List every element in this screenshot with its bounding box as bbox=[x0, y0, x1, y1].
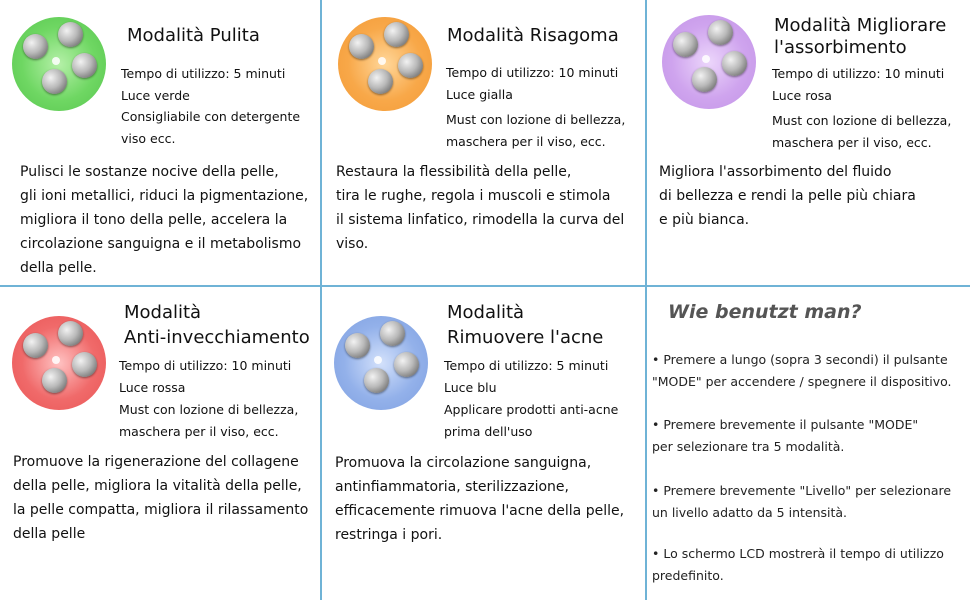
mode-description: Restaura la flessibilità della pelle, tira le rughe, regola i muscoli e stimola il sistema linfatico, rimodella la curva del viso. bbox=[336, 164, 625, 252]
divider-vertical bbox=[320, 0, 322, 600]
mode-title: Modalità Migliorare l'assorbimento bbox=[774, 15, 947, 58]
red-led-device-icon bbox=[12, 316, 106, 410]
howto-step: • Premere a lungo (sopra 3 secondi) il pulsante "MODE" per accendere / spegnere il dispositivo. bbox=[652, 352, 952, 389]
mode-description: Pulisci le sostanze nocive della pelle, gli ioni metallici, riduci la pigmentazione, migliora il tono della pelle, accelera la circolazione sanguigna e il metabolismo della pelle. bbox=[20, 164, 309, 276]
orange-led-device-icon bbox=[338, 17, 432, 111]
blue-led-device-icon bbox=[334, 316, 428, 410]
divider-horizontal bbox=[0, 285, 970, 287]
mode-description: Migliora l'assorbimento del fluido di bellezza e rendi la pelle più chiara e più bianca. bbox=[659, 164, 916, 228]
howto-step: • Premere brevemente "Livello" per selezionare un livello adatto da 5 intensità. bbox=[652, 483, 952, 520]
howto-title: Wie benutzt man? bbox=[668, 301, 862, 323]
divider-vertical bbox=[645, 0, 647, 600]
mode-title: Modalità Pulita bbox=[127, 25, 260, 46]
mode-title: Modalità Rimuovere l'acne bbox=[447, 302, 604, 348]
mode-description: Promuove la rigenerazione del collagene della pelle, migliora la vitalità della pelle, la pelle compatta, migliora il rilassamento della pelle bbox=[13, 454, 309, 542]
mode-description: Promuova la circolazione sanguigna, antinfiammatoria, sterilizzazione, efficacemente rimuova l'acne della pelle, restringa i pori. bbox=[335, 455, 625, 543]
purple-led-device-icon bbox=[662, 15, 756, 109]
mode-title: Modalità Risagoma bbox=[447, 25, 619, 46]
green-led-device-icon bbox=[12, 17, 106, 111]
mode-specs: Tempo di utilizzo: 10 minuti Luce rossa Must con lozione di bellezza, maschera per il viso, ecc. bbox=[119, 358, 299, 439]
howto-step: • Premere brevemente il pulsante "MODE" per selezionare tra 5 modalità. bbox=[652, 417, 919, 454]
mode-specs: Tempo di utilizzo: 5 minuti Luce verde Consigliabile con detergente viso ecc. bbox=[121, 66, 301, 146]
howto-step: • Lo schermo LCD mostrerà il tempo di utilizzo predefinito. bbox=[652, 546, 944, 583]
mode-specs: Tempo di utilizzo: 10 minuti Luce rosa Must con lozione di bellezza, maschera per il viso, ecc. bbox=[772, 66, 952, 150]
mode-specs: Tempo di utilizzo: 10 minuti Luce gialla Must con lozione di bellezza, maschera per il viso, ecc. bbox=[446, 65, 626, 149]
mode-title: Modalità Anti-invecchiamento bbox=[124, 302, 310, 348]
mode-specs: Tempo di utilizzo: 5 minuti Luce blu Applicare prodotti anti-acne prima dell'uso bbox=[444, 358, 619, 439]
